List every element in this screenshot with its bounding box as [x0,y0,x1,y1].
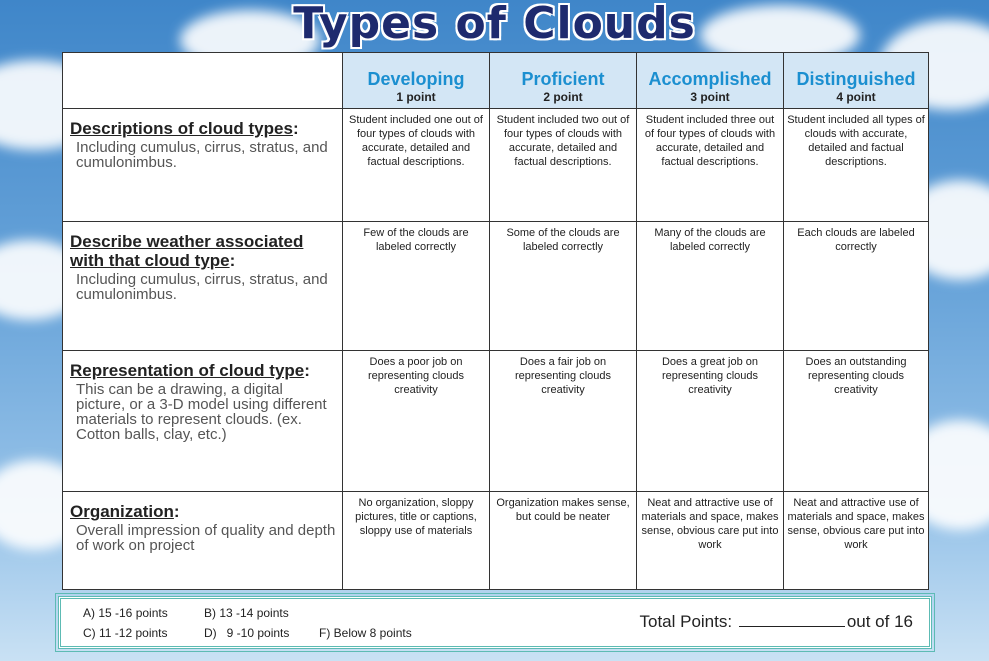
rubric-cell: Does an outstanding representing clouds creativity [784,351,929,492]
rubric-cell: Many of the clouds are labeled correctly [637,222,784,351]
criterion-cell [63,492,343,590]
grading-footer [58,596,932,649]
total-points [639,612,913,632]
rubric-cell: Student included two out of four types of clouds with accurate, detailed and factual descriptions. [490,109,637,222]
criterion-description: Overall impression of quality and depth of work on project [76,522,336,554]
criterion-title: Describe weather associated with that cloud type: [70,232,304,270]
criterion-row [63,109,929,222]
level-header-distinguished [784,53,929,109]
level-name: Proficient [521,69,605,89]
header-corner-cell [63,53,343,109]
criterion-description: This can be a drawing, a digital picture, or a 3-D model using different materials to represent clouds. (ex. Cotton balls, clay, etc.) [76,381,327,443]
rubric-cell: Student included one out of four types of clouds with accurate, detailed and factual descriptions. [343,109,490,222]
grade-b: B) 13 -14 points [204,606,289,620]
level-points: 1 point [396,90,436,104]
total-points-suffix: out of 16 [846,612,913,631]
rubric-cell: Student included three out of four types of clouds with accurate, detailed and factual descriptions. [637,109,784,222]
criterion-cell [63,351,343,492]
grade-f: F) Below 8 points [319,626,412,640]
criterion-title: Descriptions of cloud types: [70,119,299,138]
rubric-cell: Does a great job on representing clouds creativity [637,351,784,492]
grade-c: C) 11 -12 points [83,626,168,640]
total-points-blank [739,626,845,627]
rubric-cell: Organization makes sense, but could be neater [490,492,637,590]
criterion-description: Including cumulus, cirrus, stratus, and cumulonimbus. [76,139,328,171]
criterion-title: Organization: [70,502,180,521]
criterion-title: Representation of cloud type: [70,361,310,380]
total-points-label: Total Points: [639,612,733,631]
rubric-cell: Each clouds are labeled correctly [784,222,929,351]
level-name: Developing [367,69,465,89]
criterion-description: Including cumulus, cirrus, stratus, and cumulonimbus. [76,271,328,303]
criterion-cell [63,109,343,222]
rubric-table [62,52,929,590]
criterion-row [63,222,929,351]
rubric-cell: Neat and attractive use of materials and space, makes sense, obvious care put into work [637,492,784,590]
page-title: Types of Clouds [293,0,696,49]
grade-a: A) 15 -16 points [83,606,168,620]
rubric-cell: Does a fair job on representing clouds creativity [490,351,637,492]
criterion-cell [63,222,343,351]
rubric-cell: Does a poor job on representing clouds creativity [343,351,490,492]
level-header-developing [343,53,490,109]
rubric-cell: No organization, sloppy pictures, title or captions, sloppy use of materials [343,492,490,590]
rubric-cell: Some of the clouds are labeled correctly [490,222,637,351]
header-row [63,53,929,109]
level-points: 3 point [690,90,730,104]
rubric-cell: Few of the clouds are labeled correctly [343,222,490,351]
grade-d: D) 9 -10 points [204,626,290,640]
level-name: Accomplished [648,69,772,89]
rubric-cell: Neat and attractive use of materials and space, makes sense, obvious care put into work [784,492,929,590]
level-header-accomplished [637,53,784,109]
criterion-row [63,492,929,590]
level-header-proficient [490,53,637,109]
level-points: 2 point [543,90,583,104]
criterion-row [63,351,929,492]
level-name: Distinguished [796,69,916,89]
rubric-cell: Student included all types of clouds with accurate, detailed and factual descriptions. [784,109,929,222]
level-points: 4 point [836,90,876,104]
